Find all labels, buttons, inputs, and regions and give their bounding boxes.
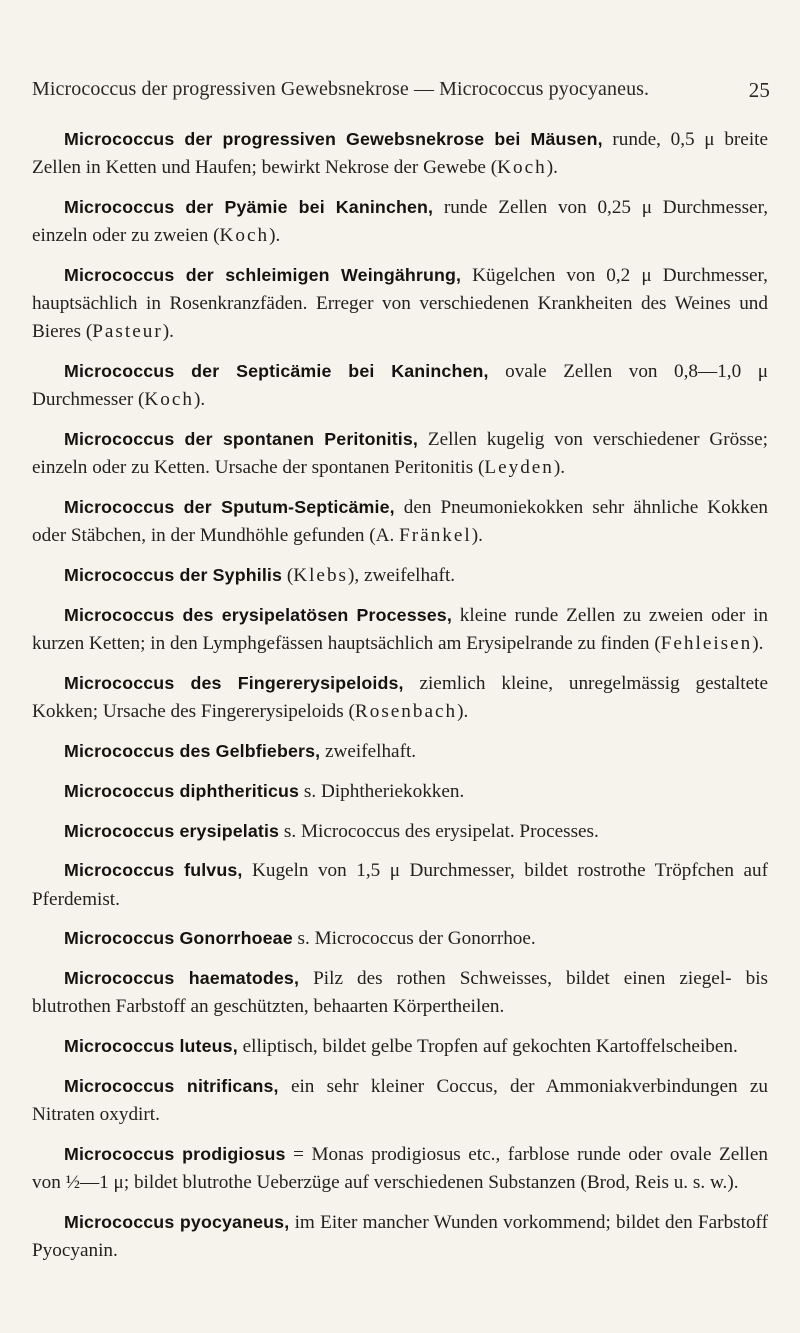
entry-author: Pasteur — [92, 321, 163, 343]
entry — [32, 964, 768, 1021]
entry-text: runde, 0,5 μ breite Zellen in Ketten und Haufen; bewirkt Nekrose der Gewebe ( — [32, 129, 768, 179]
entry — [32, 561, 768, 590]
entry-term: Micrococcus diphtheriticus — [64, 780, 300, 801]
entry-term: Micrococcus fulvus, — [64, 860, 243, 881]
entry-author: Koch — [219, 225, 270, 247]
entry — [32, 261, 768, 347]
entry-author: Fränkel — [399, 525, 472, 547]
entry-term: Micrococcus des Gelbfiebers, — [64, 741, 321, 761]
running-title: Micrococcus der progressiven Gewebsnekrose — Micrococcus pyocyaneus. — [32, 78, 650, 100]
entry-tail: ). — [269, 225, 281, 247]
entry-author: Koch — [497, 157, 547, 179]
entry-text: Zellen kugelig von verschiedener Grösse; einzeln oder zu Ketten. Ursache der spontanen Peritonitis ( — [32, 429, 768, 479]
entry-term: Micrococcus des Fingererysipeloids, — [64, 673, 404, 693]
entry-term: Micrococcus nitrificans, — [64, 1075, 279, 1096]
entry-term: Micrococcus der progressiven Gewebsnekrose bei Mäusen, — [64, 129, 603, 149]
entry-text: im Eiter mancher Wunden vorkommend; bildet den Farbstoff Pyocyanin. — [32, 1211, 768, 1262]
entry — [32, 425, 768, 482]
entry-text: zweifelhaft. — [320, 741, 417, 762]
entry-term: Micrococcus der Sputum-Septicämie, — [64, 497, 395, 518]
entry-tail: ). — [553, 457, 566, 479]
running-header — [32, 78, 770, 118]
entry-author: Fehleisen — [660, 633, 753, 655]
entry-term: Micrococcus der Syphilis — [64, 565, 283, 586]
entry — [32, 1072, 768, 1129]
entry-tail: ). — [193, 389, 206, 411]
entry-text: s. Micrococcus der Gonorrhoe. — [292, 928, 536, 950]
entry — [32, 669, 768, 726]
entry-text: s. Micrococcus des erysipelat. Processes. — [279, 820, 599, 842]
entry-author: Rosenbach — [354, 701, 458, 723]
entry-tail: ), zweifelhaft. — [348, 565, 456, 587]
entry — [32, 817, 768, 846]
entry-term: Micrococcus haematodes, — [64, 968, 300, 989]
entry-term: Micrococcus erysipelatis — [64, 820, 280, 841]
entry-term: Micrococcus luteus, — [64, 1036, 238, 1057]
entry-term: Micrococcus des erysipelatösen Processes, — [64, 605, 452, 625]
dictionary-entries — [32, 125, 768, 1276]
entry — [32, 357, 768, 414]
entry — [32, 924, 768, 953]
entry-tail: ). — [457, 701, 469, 723]
entry-text: elliptisch, bildet gelbe Tropfen auf gekochten Kartoffelscheiben. — [237, 1036, 738, 1058]
entry — [32, 125, 768, 182]
entry-text: den Pneumoniekokken sehr ähnliche Kokken oder Stäbchen, in der Mundhöhle gefunden (A. — [32, 497, 769, 547]
entry-term: Micrococcus der schleimigen Weingährung, — [64, 265, 462, 285]
entry-term: Micrococcus der Pyämie bei Kaninchen, — [64, 197, 434, 217]
entry — [32, 1140, 768, 1197]
entry-text: s. Diphtheriekokken. — [299, 780, 465, 802]
entry — [32, 493, 768, 550]
entry-author: Koch — [144, 389, 194, 411]
entry-text: ein sehr kleiner Coccus, der Ammoniakverbindungen zu Nitraten oxydirt. — [32, 1075, 769, 1126]
entry — [32, 856, 768, 913]
entry-term: Micrococcus prodigiosus — [64, 1143, 286, 1164]
entry — [32, 601, 768, 658]
entry-term: Micrococcus der Septicämie bei Kaninchen, — [64, 361, 489, 382]
entry-author: Leyden — [484, 457, 554, 479]
entry-text: ziemlich kleine, unregelmässig gestaltete Kokken; Ursache des Fingererysipeloids ( — [32, 673, 768, 723]
entry — [32, 777, 768, 806]
entry-term: Micrococcus pyocyaneus, — [64, 1211, 290, 1232]
entry-tail: ). — [471, 525, 483, 547]
entry-tail: ). — [546, 157, 558, 179]
entry — [32, 1208, 768, 1265]
entry-term: Micrococcus Gonorrhoeae — [64, 928, 293, 949]
entry-text: runde Zellen von 0,25 μ Durchmesser, einzeln oder zu zweien ( — [32, 197, 768, 247]
entry — [32, 737, 768, 766]
entry-tail: ). — [162, 321, 174, 343]
entry-text: ( — [282, 565, 294, 587]
entry-text: Kügelchen von 0,2 μ Durchmesser, hauptsächlich in Rosenkranzfäden. Erreger von verschiedenen Krankheiten des Weines und Bieres ( — [32, 265, 768, 343]
page-number: 25 — [748, 78, 770, 102]
entry-author: Klebs — [293, 565, 348, 587]
entry-term: Micrococcus der spontanen Peritonitis, — [64, 429, 418, 450]
entry-tail: ). — [752, 633, 764, 655]
entry-text: Kugeln von 1,5 μ Durchmesser, bildet rostrothe Tröpfchen auf Pferdemist. — [32, 860, 768, 910]
entry — [32, 1032, 768, 1061]
entry — [32, 193, 768, 250]
entry-text: kleine runde Zellen zu zweien oder in kurzen Ketten; in den Lymphgefässen hauptsächlich am Erysipelrande zu finden ( — [32, 605, 768, 655]
entry-text: Pilz des rothen Schweisses, bildet einen ziegel- bis blutrothen Farbstoff an geschützten, behaarten Körpertheilen. — [32, 968, 768, 1018]
entry-text: = Monas prodigiosus etc., farblose runde oder ovale Zellen von ½—1 μ; bildet blutrothe Ueberzüge auf verschiedenen Substanzen (Brod, Reis u. s. w.). — [32, 1143, 768, 1194]
entry-text: ovale Zellen von 0,8—1,0 μ Durchmesser ( — [32, 361, 768, 411]
